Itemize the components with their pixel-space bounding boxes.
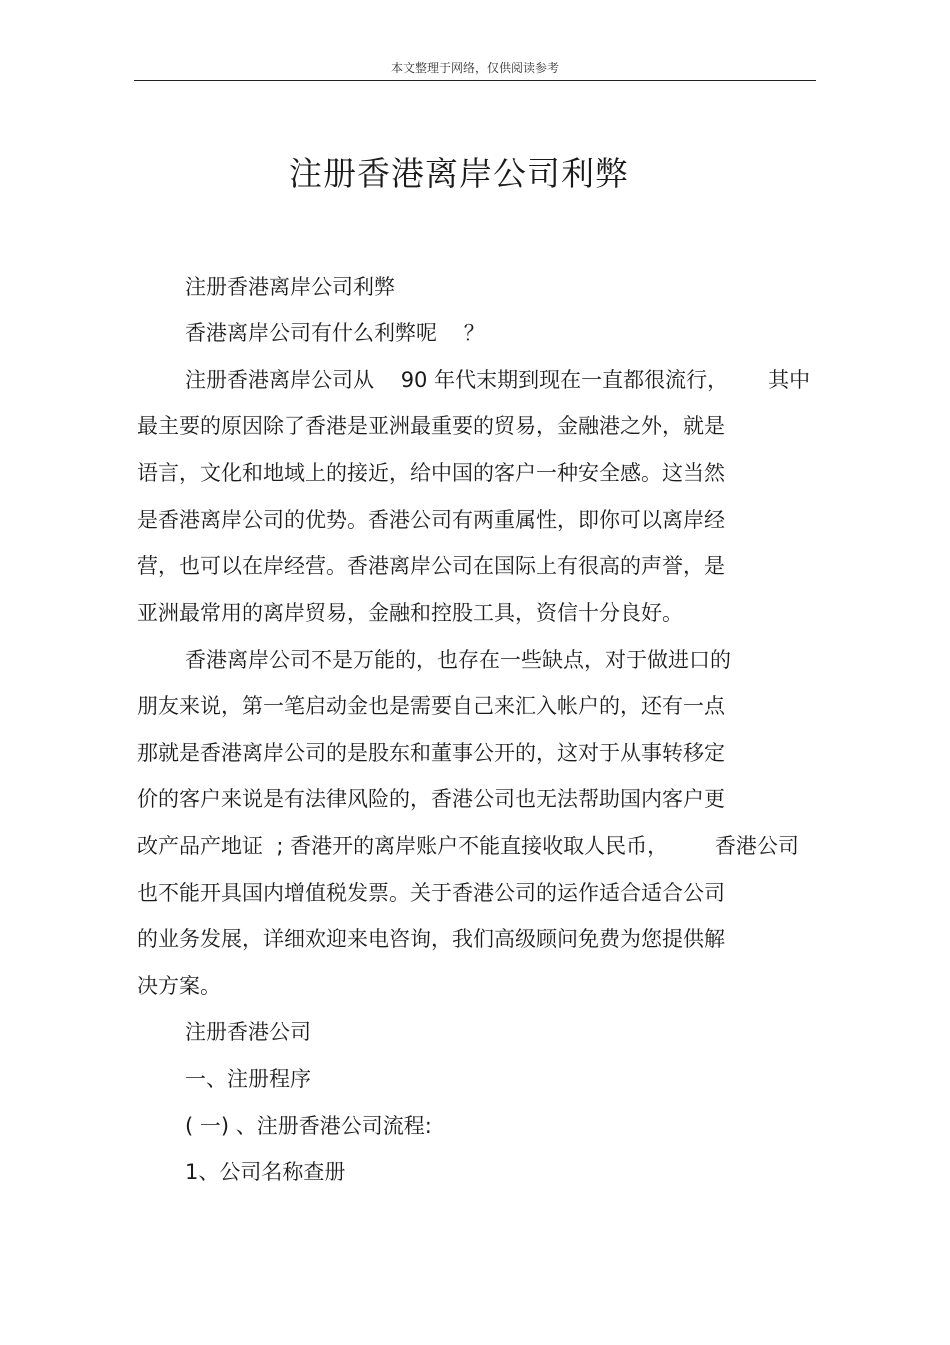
paragraph-line: 最主要的原因除了香港是亚洲最重要的贸易，金融港之外，就是 — [137, 414, 725, 438]
paragraph-line: 注册香港离岸公司利弊 — [185, 275, 395, 299]
paragraph-line: 朋友来说，第一笔启动金也是需要自己来汇入帐户的，还有一点 — [137, 694, 725, 718]
paragraph-line: 改产品产地证 ; 香港开的离岸账户不能直接收取人民币， 香港公司 — [137, 834, 799, 858]
section-heading: 1、公司名称查册 — [185, 1160, 346, 1184]
section-heading: ( 一) 、注册香港公司流程: — [185, 1114, 432, 1138]
header-note: 本文整理于网络，仅供阅读参考 — [390, 61, 559, 75]
paragraph-line: 香港离岸公司不是万能的，也存在一些缺点，对于做进口的 — [185, 648, 731, 672]
paragraph-line: 是香港离岸公司的优势。香港公司有两重属性，即你可以离岸经 — [137, 508, 725, 532]
paragraph-line: 语言，文化和地域上的接近，给中国的客户一种安全感。这当然 — [137, 461, 725, 485]
paragraph-line: 的业务发展，详细欢迎来电咨询，我们高级顾问免费为您提供解 — [137, 927, 725, 951]
paragraph-line: 亚洲最常用的离岸贸易，金融和控股工具，资信十分良好。 — [137, 601, 683, 625]
header-divider — [134, 80, 816, 81]
section-heading: 注册香港公司 — [185, 1020, 311, 1044]
paragraph-line: 营，也可以在岸经营。香港离岸公司在国际上有很高的声誉，是 — [137, 554, 725, 578]
document-title: 注册香港离岸公司利弊 — [289, 154, 629, 193]
paragraph-line: 决方案。 — [137, 974, 221, 998]
paragraph-line: 价的客户来说是有法律风险的，香港公司也无法帮助国内客户更 — [137, 787, 725, 811]
paragraph-line: 注册香港离岸公司从 90 年代末期到现在一直都很流行， 其中 — [185, 368, 811, 392]
section-heading: 一、注册程序 — [185, 1067, 311, 1091]
paragraph-line: 也不能开具国内增值税发票。关于香港公司的运作适合适合公司 — [137, 881, 725, 905]
paragraph-line: 香港离岸公司有什么利弊呢 ？ — [185, 321, 485, 345]
paragraph-line: 那就是香港离岸公司的是股东和董事公开的，这对于从事转移定 — [137, 741, 725, 765]
